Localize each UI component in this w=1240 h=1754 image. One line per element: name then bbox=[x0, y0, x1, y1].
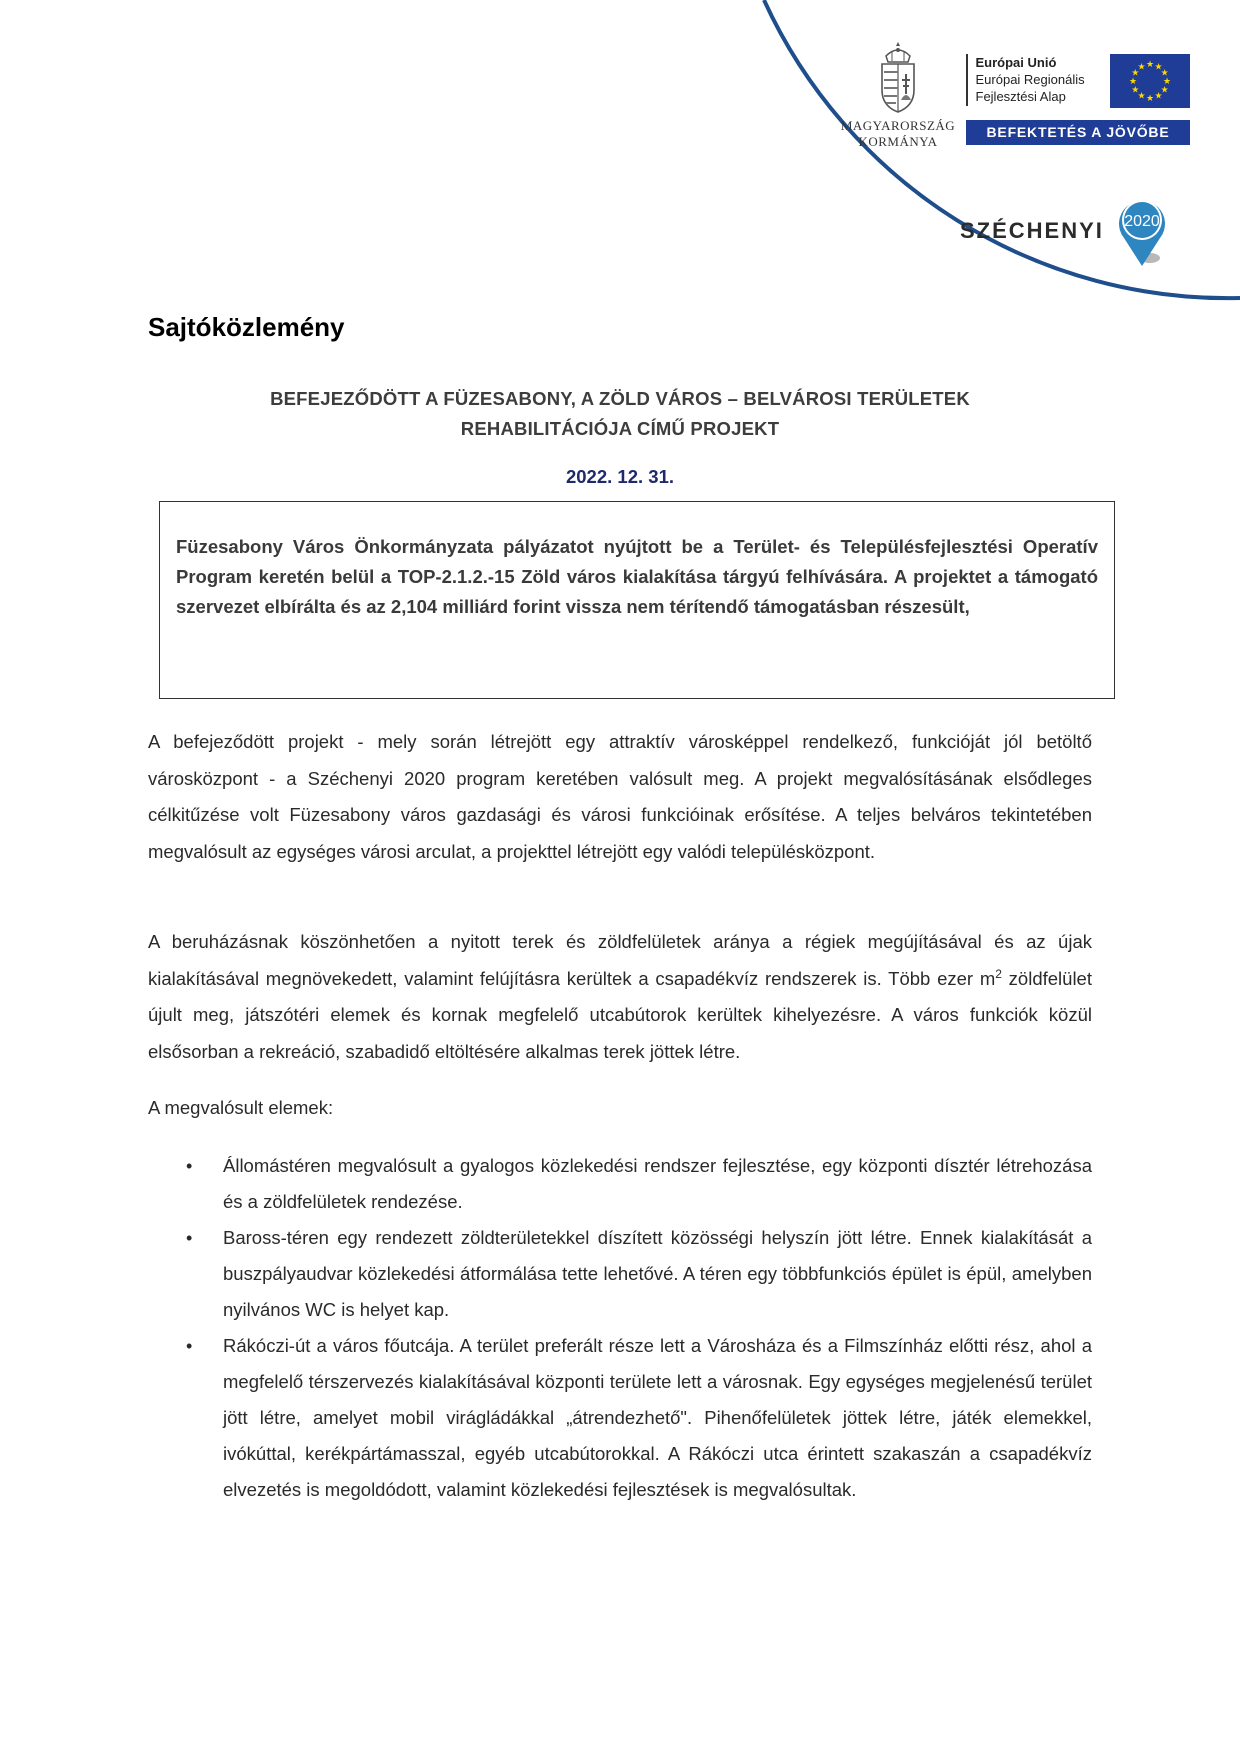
eu-star: ★ bbox=[1128, 76, 1138, 86]
list-item-text: Állomástéren megvalósult a gyalogos közlekedési rendszer fejlesztése, egy központi dísztér létrehozása és a zöldfelületek rendezése. bbox=[223, 1155, 1092, 1212]
eu-fund-line1: Európai Regionális bbox=[975, 72, 1085, 87]
eu-fund-line2: Fejlesztési Alap bbox=[975, 89, 1066, 104]
summary-box bbox=[159, 501, 1115, 699]
eu-divider bbox=[966, 54, 968, 106]
eu-star: ★ bbox=[1160, 67, 1169, 78]
list-item bbox=[148, 1328, 1092, 1508]
government-logo bbox=[838, 40, 958, 150]
list-item bbox=[148, 1148, 1092, 1220]
summary-text: Füzesabony Város Önkormányzata pályázatot nyújtott be a Terület- és Településfejlesztési Operatív Program keretén belül a TOP-2.1.2.-15 Zöld város kialakítása tárgyú felhívására. A projektet a támogató szervezet elbírálta és az 2,104 milliárd forint vissza nem térítendő támogatásban részesült, bbox=[176, 536, 1098, 617]
list-item-text: Rákóczi-út a város főutcája. A terület preferált része lett a Városháza és a Filmszínház előtti rész, ahol a megfelelő térszervezés kialakításával központi területe lett a városnak. Egy egységes megjelenésű terület jött létre, amelyet mobil virágládákkal „átrendezhető". Pihenőfelületek jöttek létre, játék elemekkel, ivókúttal, kerékpártámasszal, egyéb utcabútorokkal. A Rákóczi utca érintett szakaszán a csapadékvíz elvezetés is megoldódott, valamint közlekedési fejlesztések is megvalósultak. bbox=[223, 1335, 1092, 1500]
eu-star: ★ bbox=[1160, 84, 1169, 95]
paragraph-1: A befejeződött projekt - mely során létrejött egy attraktív városképpel rendelkező, funkcióját jól betöltő városközpont - a Széchenyi 2020 program keretében valósult meg. A projekt megvalósításának elsődleges célkitűzése volt Füzesabony város gazdasági és városi funkcióinak erősítése. A teljes belváros tekintetében megvalósult az egységes városi arculat, a projekttel létrejött egy valódi településközpont. bbox=[148, 731, 1092, 862]
eu-star: ★ bbox=[1154, 61, 1163, 72]
paragraph-2-part-1: A beruházásnak köszönhetően a nyitott terek és zöldfelületek aránya a régiek megújításával és az újak kialakításával megnövekedett, valamint felújításra kerültek a csapadékvíz rendszerek is. Több ezer m bbox=[148, 931, 1092, 989]
szechenyi-year: 2020 bbox=[1124, 213, 1160, 230]
eu-logo bbox=[966, 54, 1190, 145]
eu-star: ★ bbox=[1145, 59, 1155, 69]
location-pin-icon bbox=[1110, 192, 1174, 270]
government-name-line1: MAGYARORSZÁG bbox=[840, 118, 956, 133]
list-item-text: Baross-téren egy rendezett zöldterületekkel díszített közösségi helyszín jött létre. Ennek kialakítását a buszpályaudvar közlekedési átformálása tette lehetővé. A téren egy többfunkciós épület is épül, amelyben nyilvános WC is helyet kap. bbox=[223, 1227, 1092, 1320]
paragraph-2 bbox=[148, 924, 1092, 1070]
hungarian-coat-of-arms-icon bbox=[877, 40, 919, 114]
eu-flag-icon bbox=[1110, 54, 1190, 108]
superscript-2: 2 bbox=[995, 966, 1002, 981]
list-item bbox=[148, 1220, 1092, 1328]
eu-star: ★ bbox=[1145, 93, 1155, 103]
eu-star: ★ bbox=[1162, 76, 1172, 86]
paragraph-3: A megvalósult elemek: bbox=[148, 1097, 334, 1118]
document-heading: Sajtóközlemény bbox=[148, 312, 345, 342]
header-arc bbox=[0, 0, 1240, 340]
eu-banner: BEFEKTETÉS A JÖVŐBE bbox=[966, 120, 1190, 145]
bullet-icon: • bbox=[186, 1156, 193, 1176]
eu-star: ★ bbox=[1137, 61, 1146, 72]
szechenyi-logo bbox=[960, 192, 1174, 270]
document-date: 2022. 12. 31. bbox=[565, 466, 674, 487]
bullet-icon: • bbox=[186, 1336, 193, 1356]
eu-star: ★ bbox=[1131, 67, 1140, 78]
szechenyi-word: SZÉCHENYI bbox=[960, 218, 1104, 243]
document-title-line1: BEFEJEZŐDÖTT A FÜZESABONY, A ZÖLD VÁROS – BELVÁROSI TERÜLETEK bbox=[270, 388, 970, 409]
bullet-icon: • bbox=[186, 1228, 193, 1248]
government-name-line2: KORMÁNYA bbox=[858, 134, 938, 149]
paragraph-2-part-2: zöldfelület újult meg, játszótéri elemek és kornak megfelelő utcabútorok kerültek kihelyezésre. A város funkciók közül elsősorban a rekreáció, szabadidő eltöltésére alkalmas terek jöttek létre. bbox=[148, 967, 1092, 1062]
eu-star: ★ bbox=[1131, 84, 1140, 95]
eu-star: ★ bbox=[1137, 90, 1146, 101]
eu-star: ★ bbox=[1154, 90, 1163, 101]
elements-list bbox=[148, 1148, 1092, 1508]
eu-name: Európai Unió bbox=[975, 55, 1057, 70]
document-title bbox=[148, 384, 1092, 444]
document-title-line2: REHABILITÁCIÓJA CÍMŰ PROJEKT bbox=[460, 418, 780, 439]
